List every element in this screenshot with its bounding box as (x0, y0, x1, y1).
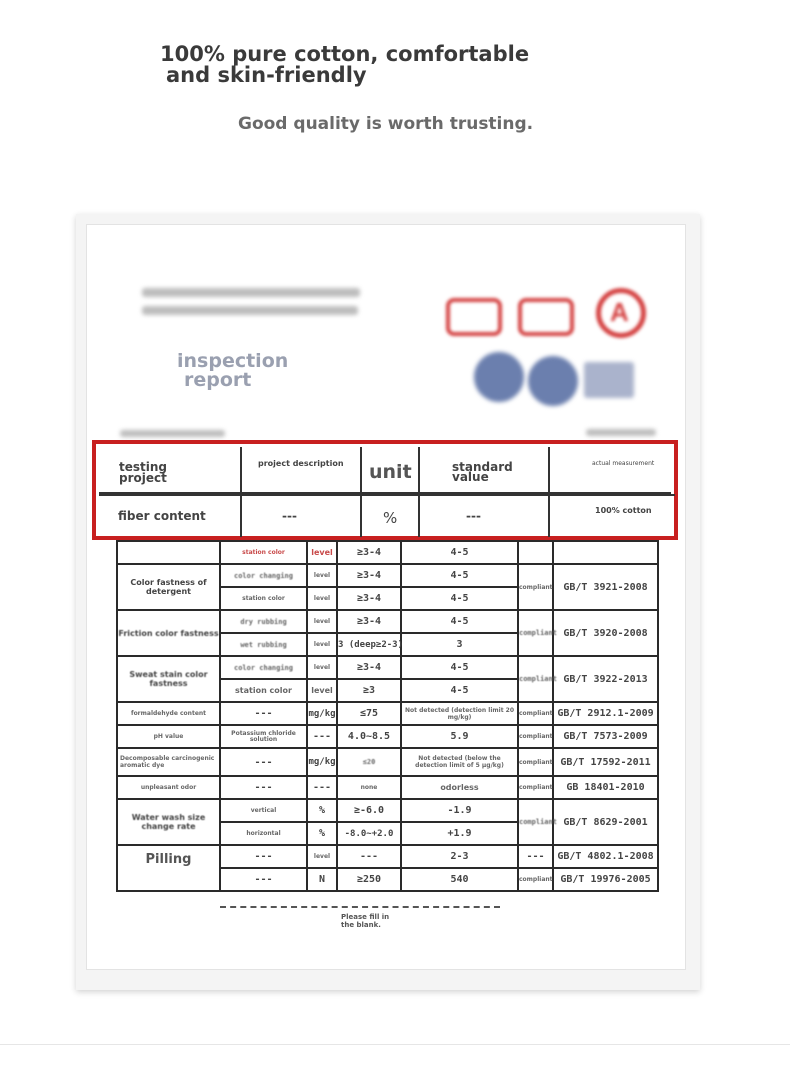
cell: level (307, 587, 337, 610)
cell: Water wash size change rate (117, 799, 220, 845)
cell: --- (220, 868, 307, 891)
cma-stamp-2 (518, 298, 574, 336)
cell: 4.0~8.5 (337, 725, 401, 748)
cell: formaldehyde content (117, 702, 220, 725)
table-row (117, 610, 658, 633)
cell: GB 18401-2010 (553, 776, 658, 799)
report-title (177, 352, 288, 390)
dashed-rule (220, 906, 500, 908)
cell: ≥3-4 (337, 610, 401, 633)
cell: Potassium chloride solution (220, 725, 307, 748)
highlighted-header-table (92, 440, 678, 540)
cell: GB/T 8629-2001 (553, 799, 658, 845)
table-row (117, 564, 658, 587)
cell (553, 541, 658, 564)
cell: mg/kg (307, 702, 337, 725)
row-fiber-standard: --- (420, 494, 550, 537)
cell: 4-5 (401, 541, 518, 564)
cell: ≤20 (337, 748, 401, 776)
cell: 4-5 (401, 587, 518, 610)
cell: ≥3 (337, 679, 401, 702)
col-unit: unit (362, 447, 420, 494)
cell: level (307, 564, 337, 587)
cell: N (307, 868, 337, 891)
cell: compliant (518, 725, 553, 748)
cell: level (307, 679, 337, 702)
blurred-lab-name-2 (142, 306, 358, 315)
headline-line-1: 100% pure cotton, comfortable (160, 42, 530, 66)
cell: Sweat stain color fastness (117, 656, 220, 702)
bottom-divider (0, 1044, 790, 1045)
cell: ≥3-4 (337, 656, 401, 679)
cell: odorless (401, 776, 518, 799)
table-row (117, 845, 658, 868)
cell: level (307, 845, 337, 868)
cell: Friction color fastness (117, 610, 220, 656)
cell: GB/T 3921-2008 (553, 564, 658, 610)
table-row (117, 776, 658, 799)
cell: --- (220, 702, 307, 725)
cell: --- (307, 725, 337, 748)
cell: station color (220, 587, 307, 610)
cell: GB/T 19976-2005 (553, 868, 658, 891)
cell: ≥3-4 (337, 541, 401, 564)
cell: 4-5 (401, 656, 518, 679)
cell: GB/T 3920-2008 (553, 610, 658, 656)
headline-line-2: and skin-friendly (166, 63, 367, 87)
row-fiber-content-label: fiber content (99, 494, 242, 537)
col-standard-value: standard value (420, 447, 550, 494)
cell: ≥250 (337, 868, 401, 891)
table-row (117, 656, 658, 679)
cell: --- (337, 845, 401, 868)
cell: 4-5 (401, 610, 518, 633)
cell: dry rubbing (220, 610, 307, 633)
cell: GB/T 17592-2011 (553, 748, 658, 776)
cell: color changing (220, 656, 307, 679)
footnote: Please fill in the blank. (341, 913, 390, 929)
row-fiber-unit: % (362, 494, 420, 537)
cell: station color (220, 679, 307, 702)
row-fiber-description: --- (242, 494, 362, 537)
cell: GB/T 3922-2013 (553, 656, 658, 702)
col-testing-project: testing project (99, 447, 242, 494)
table-row (117, 748, 658, 776)
row-fiber-value: 100% cotton (550, 494, 675, 537)
cell: Not detected (below the detection limit of 5 µg/kg) (401, 748, 518, 776)
cell: vertical (220, 799, 307, 822)
cell: -8.0~+2.0 (337, 822, 401, 845)
cell: compliant (518, 610, 553, 656)
col-actual-measurement: actual measurement (592, 460, 655, 467)
cell: 5.9 (401, 725, 518, 748)
cell: ≥3-4 (337, 587, 401, 610)
subline: Good quality is worth trusting. (238, 114, 534, 134)
cell: level (307, 633, 337, 656)
cell: horizontal (220, 822, 307, 845)
cell: 540 (401, 868, 518, 891)
cell: Decomposable carcinogenic aromatic dye (117, 748, 220, 776)
report-title-line-1: inspection (177, 350, 289, 372)
cell: ≥3-4 (337, 564, 401, 587)
cell: level (307, 541, 337, 564)
cell: 4-5 (401, 564, 518, 587)
cell: --- (220, 845, 307, 868)
blurred-page-number (586, 429, 656, 436)
ca-stamp: A (596, 288, 646, 338)
cell: compliant (518, 868, 553, 891)
cell: pH value (117, 725, 220, 748)
ilac-seal (474, 352, 524, 402)
cell: wet rubbing (220, 633, 307, 656)
table-row (117, 541, 658, 564)
col-project-description: project description (242, 447, 362, 494)
cell: 2-3 (401, 845, 518, 868)
cell: --- (518, 845, 553, 868)
cell: GB/T 2912.1-2009 (553, 702, 658, 725)
cell: --- (307, 776, 337, 799)
results-table (116, 540, 659, 892)
cell: compliant (518, 564, 553, 610)
cell: compliant (518, 656, 553, 702)
cell: GB/T 7573-2009 (553, 725, 658, 748)
cell: Pilling (117, 845, 220, 891)
blurred-lab-name-1 (142, 288, 360, 297)
cell: Color fastness of detergent (117, 564, 220, 610)
cell: ≤75 (337, 702, 401, 725)
cell: 4-5 (401, 679, 518, 702)
cnas-seal (528, 356, 578, 406)
table-row (117, 725, 658, 748)
cell: level (307, 610, 337, 633)
cell: --- (220, 748, 307, 776)
cell: color changing (220, 564, 307, 587)
cell: +1.9 (401, 822, 518, 845)
table-row (117, 799, 658, 822)
cell: --- (220, 776, 307, 799)
blurred-report-number (120, 430, 225, 437)
cell: ≥-6.0 (337, 799, 401, 822)
cell: station color (220, 541, 307, 564)
cell: Not detected (detection limit 20 mg/kg) (401, 702, 518, 725)
cell: compliant (518, 776, 553, 799)
table-row (117, 702, 658, 725)
cell: % (307, 799, 337, 822)
cell: 3 (deep≥2-3) (337, 633, 401, 656)
cell: compliant (518, 702, 553, 725)
cell: none (337, 776, 401, 799)
cell: GB/T 4802.1-2008 (553, 845, 658, 868)
cell (518, 541, 553, 564)
cell: level (307, 656, 337, 679)
cell: compliant (518, 748, 553, 776)
report-title-line-2: report (184, 369, 252, 391)
cell: 3 (401, 633, 518, 656)
cell: mg/kg (307, 748, 337, 776)
headline (160, 44, 590, 86)
cell (117, 541, 220, 564)
cell: -1.9 (401, 799, 518, 822)
cma-stamp-1 (446, 298, 502, 336)
cell: % (307, 822, 337, 845)
cell: unpleasant odor (117, 776, 220, 799)
blurred-seal-caption (584, 362, 634, 398)
cell: compliant (518, 799, 553, 845)
